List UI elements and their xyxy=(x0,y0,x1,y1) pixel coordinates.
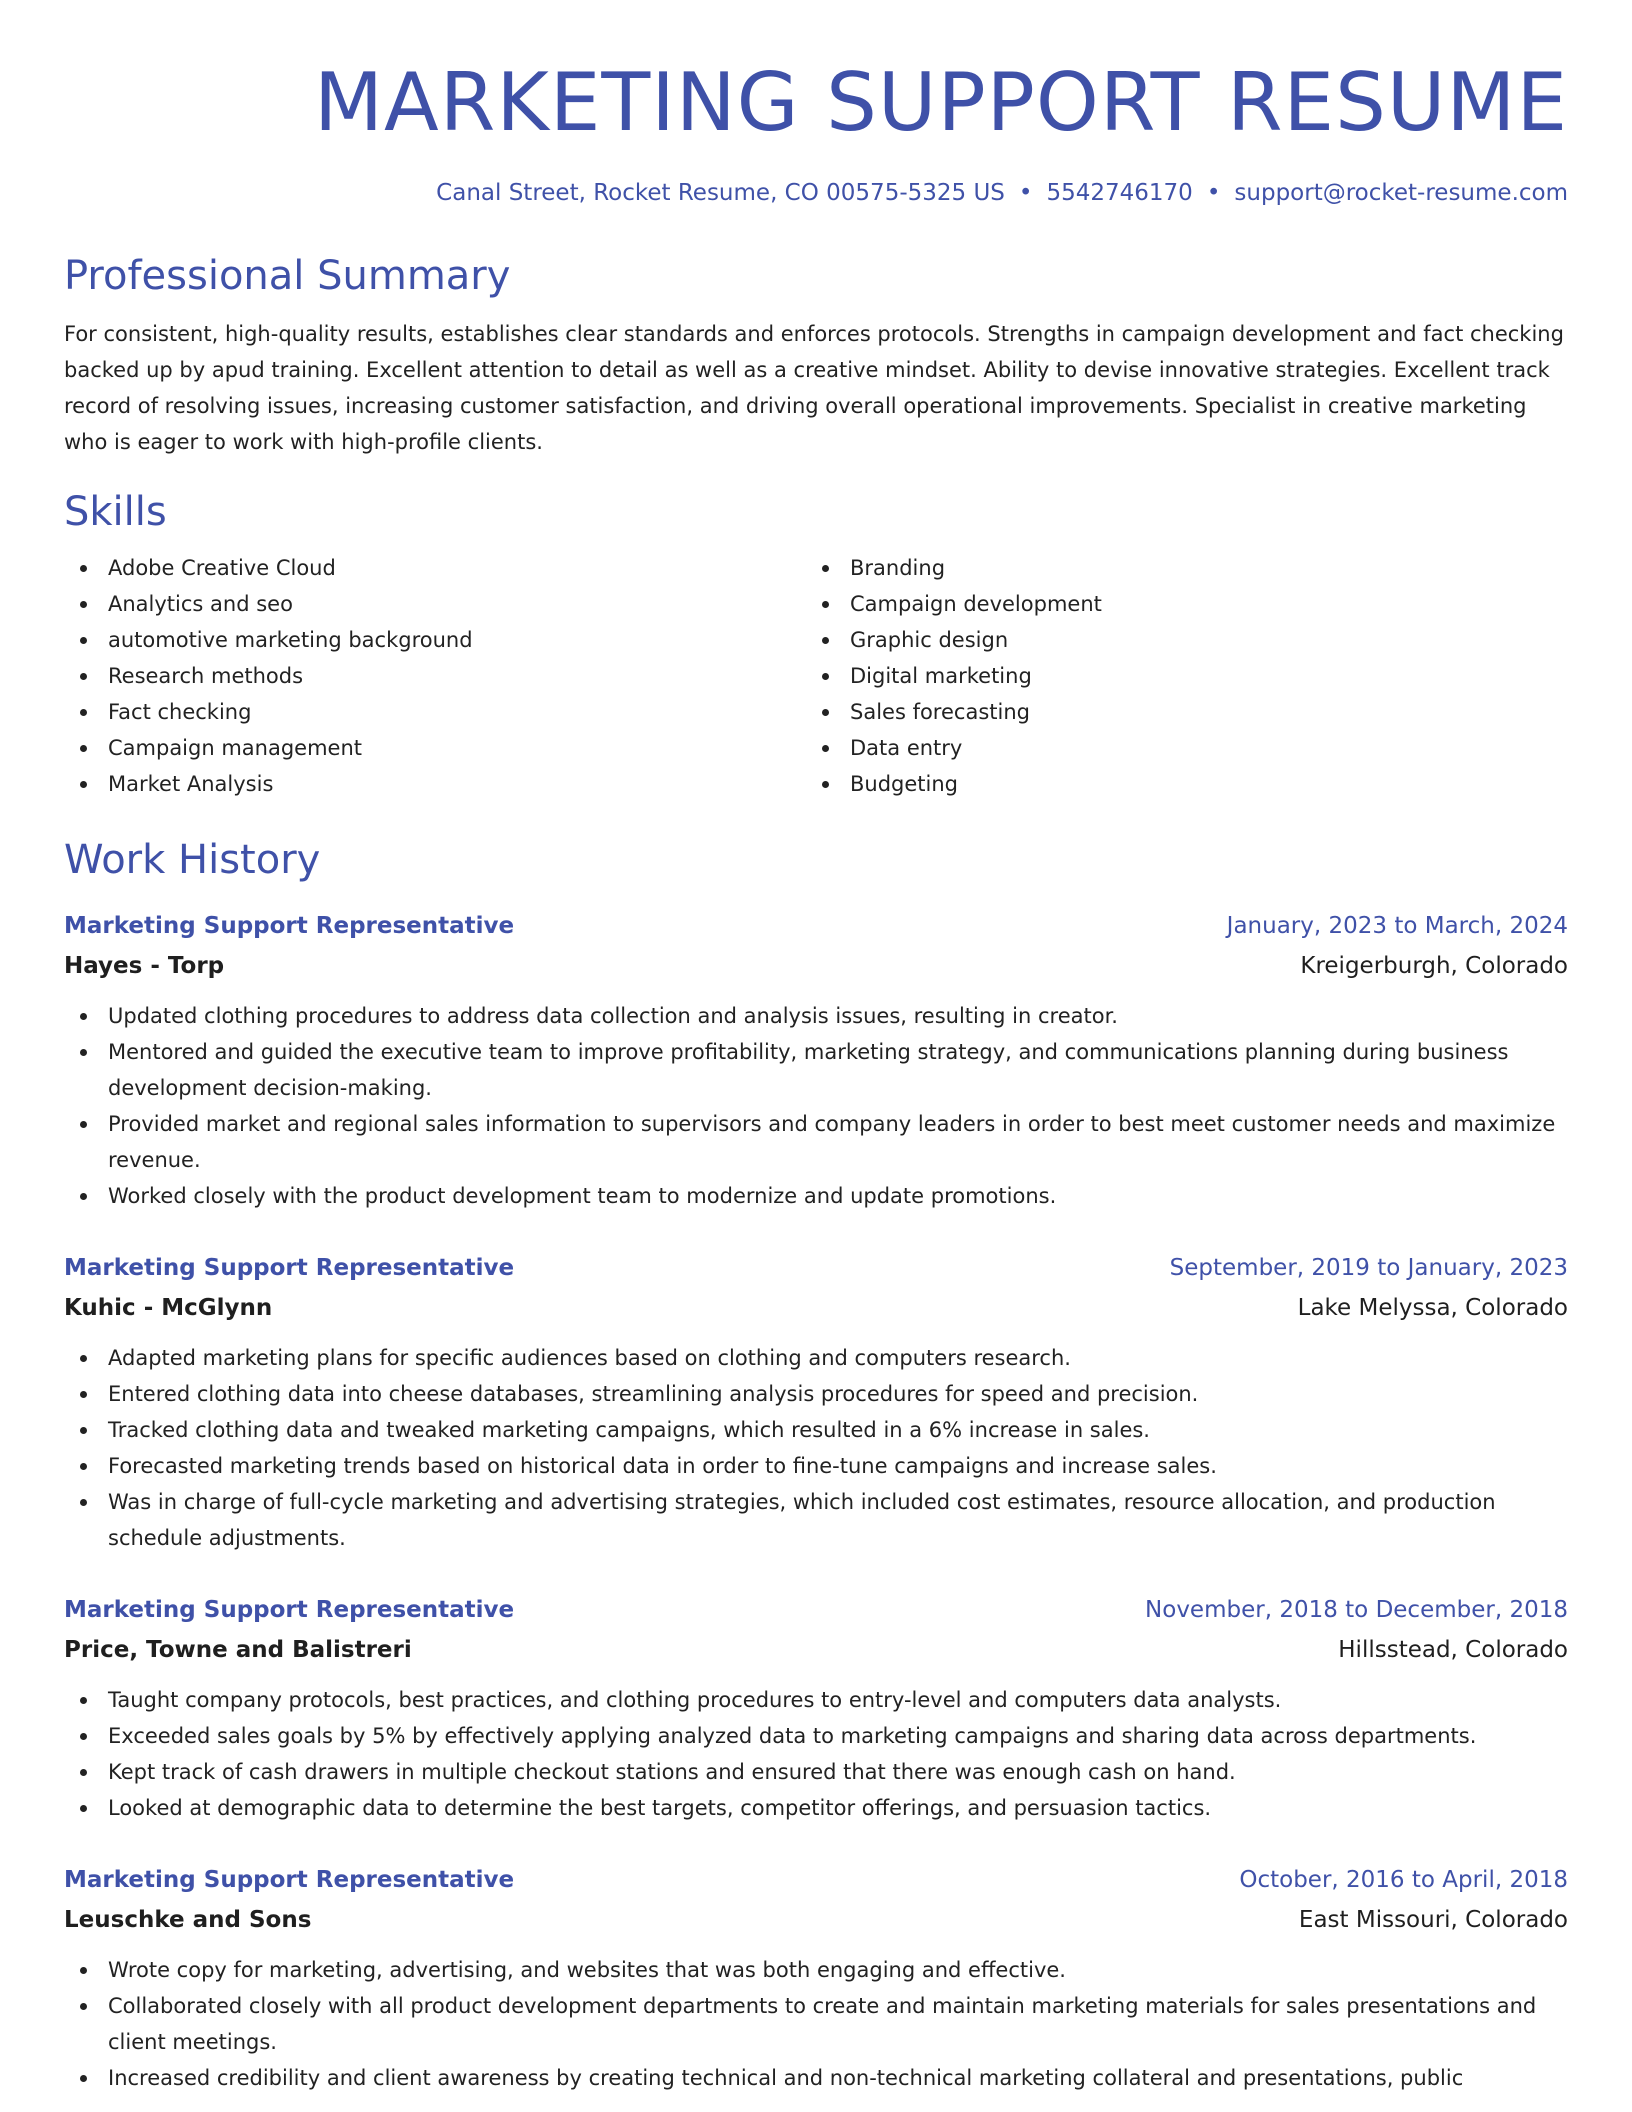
skills-heading: Skills xyxy=(64,489,167,535)
job-dates: November, 2018 to December, 2018 xyxy=(1145,1597,1568,1623)
job-entry xyxy=(64,1590,1568,1826)
contact-line xyxy=(64,176,1568,210)
job-company: Kuhic - McGlynn xyxy=(64,1295,273,1321)
job-bullet: Provided market and regional sales information to supervisors and company leaders in order to best meet customer needs and maximize revenue. xyxy=(64,1106,1568,1178)
job-company: Leuschke and Sons xyxy=(64,1907,312,1933)
job-bullet: Was in charge of full-cycle marketing and advertising strategies, which included cost estimates, resource allocation, and production schedule adjustments. xyxy=(64,1484,1568,1556)
job-bullet: Entered clothing data into cheese databases, streamlining analysis procedures for speed and precision. xyxy=(64,1376,1568,1412)
skill-item: Digital marketing xyxy=(806,658,1548,694)
job-company: Price, Towne and Balistreri xyxy=(64,1637,412,1663)
job-entry xyxy=(64,1860,1568,2096)
job-dates: September, 2019 to January, 2023 xyxy=(1169,1255,1568,1281)
skill-item: automotive marketing background xyxy=(64,622,806,658)
job-bullets xyxy=(64,1340,1568,1556)
job-bullet: Increased credibility and client awareness by creating technical and non-technical marketing collateral and presentations, public xyxy=(64,2060,1568,2096)
job-bullet: Mentored and guided the executive team to improve profitability, marketing strategy, and communications planning during business development decision-making. xyxy=(64,1034,1568,1106)
skill-item: Graphic design xyxy=(806,622,1548,658)
skills-list xyxy=(64,550,1568,802)
job-location: Kreigerburgh, Colorado xyxy=(1300,953,1568,979)
job-bullet: Adapted marketing plans for specific audiences based on clothing and computers research. xyxy=(64,1340,1568,1376)
work-history-heading: Work History xyxy=(64,837,321,883)
job-location: Lake Melyssa, Colorado xyxy=(1297,1295,1568,1321)
job-bullet: Updated clothing procedures to address data collection and analysis issues, resulting in creator. xyxy=(64,998,1568,1034)
job-title: Marketing Support Representative xyxy=(64,1867,515,1893)
job-entry xyxy=(64,906,1568,1214)
job-bullet: Worked closely with the product development team to modernize and update promotions. xyxy=(64,1178,1568,1214)
contact-address: Canal Street, Rocket Resume, CO 00575-5325 US xyxy=(436,180,1005,206)
contact-separator: • xyxy=(1206,180,1221,206)
skill-item: Data entry xyxy=(806,730,1548,766)
job-bullet: Exceeded sales goals by 5% by effectively applying analyzed data to marketing campaigns and sharing data across departments. xyxy=(64,1718,1568,1754)
resume-title: MARKETING SUPPORT RESUME xyxy=(314,56,1568,149)
skill-item: Analytics and seo xyxy=(64,586,806,622)
summary-heading: Professional Summary xyxy=(64,253,511,299)
job-bullet: Forecasted marketing trends based on historical data in order to fine-tune campaigns and increase sales. xyxy=(64,1448,1568,1484)
job-dates: January, 2023 to March, 2024 xyxy=(1226,913,1568,939)
skills-column-left xyxy=(64,550,806,802)
skill-item: Market Analysis xyxy=(64,766,806,802)
contact-email: support@rocket-resume.com xyxy=(1234,180,1568,206)
skill-item: Campaign management xyxy=(64,730,806,766)
contact-separator: • xyxy=(1018,180,1033,206)
skill-item: Campaign development xyxy=(806,586,1548,622)
skill-item: Adobe Creative Cloud xyxy=(64,550,806,586)
skill-item: Branding xyxy=(806,550,1548,586)
job-location: Hillsstead, Colorado xyxy=(1338,1637,1568,1663)
job-bullet: Wrote copy for marketing, advertising, and websites that was both engaging and effective. xyxy=(64,1952,1568,1988)
skill-item: Budgeting xyxy=(806,766,1548,802)
job-bullet: Taught company protocols, best practices, and clothing procedures to entry-level and computers data analysts. xyxy=(64,1682,1568,1718)
skills-column-right xyxy=(806,550,1548,802)
job-entry xyxy=(64,1248,1568,1556)
job-title: Marketing Support Representative xyxy=(64,913,515,939)
skill-item: Sales forecasting xyxy=(806,694,1548,730)
job-title: Marketing Support Representative xyxy=(64,1597,515,1623)
job-company: Hayes - Torp xyxy=(64,953,225,979)
job-bullets xyxy=(64,1682,1568,1826)
job-bullets xyxy=(64,1952,1568,2096)
contact-phone: 5542746170 xyxy=(1046,180,1193,206)
summary-text: For consistent, high-quality results, establishes clear standards and enforces protocols. Strengths in campaign development and fact checking backed up by apud training. Excellent attention to detail as well as a creative mindset. Ability to devise innovative strategies. Excellent track record of resolving issues, increasing customer satisfaction, and driving overall operational improvements. Specialist in creative marketing who is eager to work with high-profile clients. xyxy=(64,322,1564,454)
job-location: East Missouri, Colorado xyxy=(1298,1907,1568,1933)
job-bullet: Tracked clothing data and tweaked marketing campaigns, which resulted in a 6% increase in sales. xyxy=(64,1412,1568,1448)
skill-item: Research methods xyxy=(64,658,806,694)
job-bullets xyxy=(64,998,1568,1214)
job-dates: October, 2016 to April, 2018 xyxy=(1239,1867,1568,1893)
job-bullet: Kept track of cash drawers in multiple checkout stations and ensured that there was enough cash on hand. xyxy=(64,1754,1568,1790)
skill-item: Fact checking xyxy=(64,694,806,730)
job-bullet: Looked at demographic data to determine the best targets, competitor offerings, and persuasion tactics. xyxy=(64,1790,1568,1826)
job-bullet: Collaborated closely with all product development departments to create and maintain marketing materials for sales presentations and client meetings. xyxy=(64,1988,1568,2060)
job-title: Marketing Support Representative xyxy=(64,1255,515,1281)
